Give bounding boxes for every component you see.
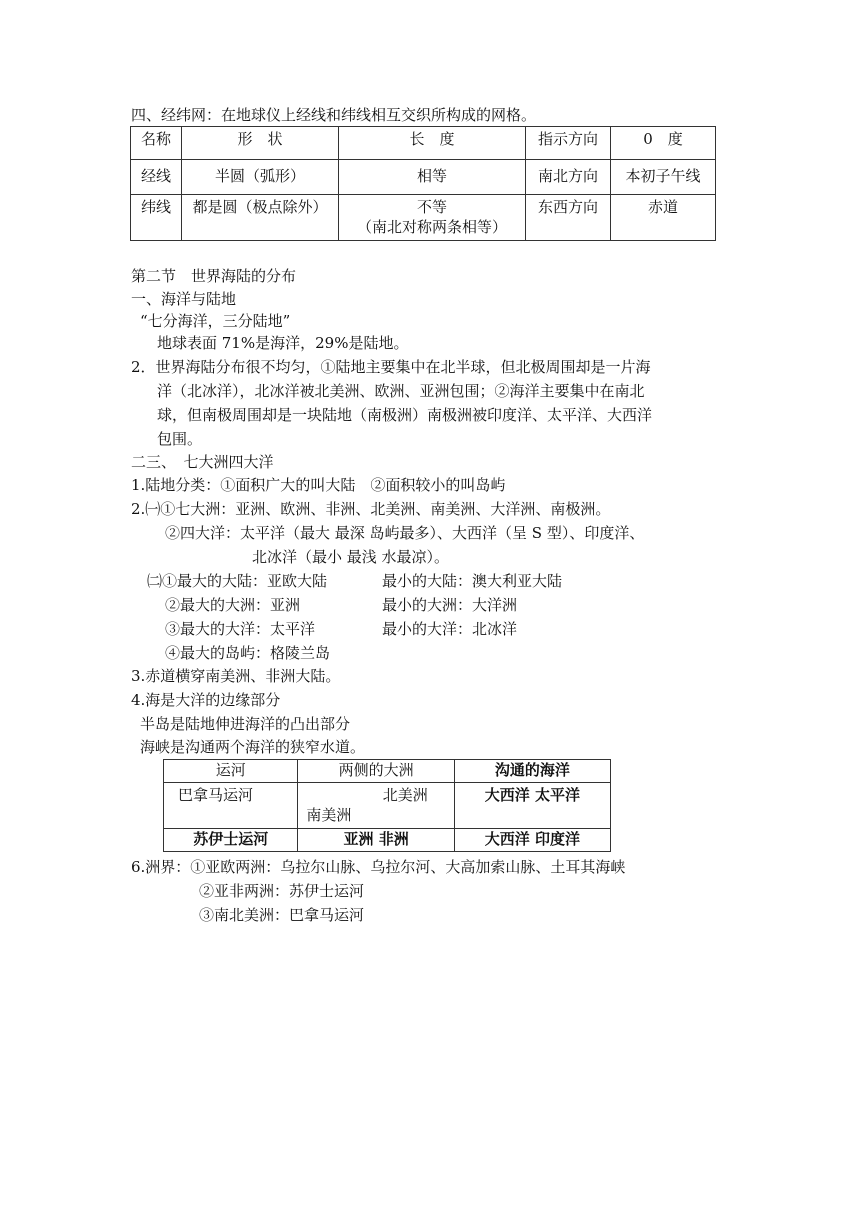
header-cell: 运河 xyxy=(164,760,298,783)
ratio-line: 地球表面 71%是海洋，29%是陆地。 xyxy=(157,334,409,352)
table-cell: 半圆（弧形） xyxy=(182,160,339,195)
table-cell xyxy=(298,783,454,829)
table-cell: 大西洋 太平洋 xyxy=(454,783,610,829)
cell-line: 不等 xyxy=(416,198,447,216)
header-cell: 形 状 xyxy=(182,127,339,160)
header-cell: 沟通的海洋 xyxy=(454,760,610,783)
compare-right: 最小的大洲：大洋洲 xyxy=(382,596,518,614)
compare-right: 最小的大陆：澳大利亚大陆 xyxy=(382,572,563,590)
table-cell: 纬线 xyxy=(131,195,182,241)
section-4-title: 四、经纬网：在地球仪上经线和纬线相互交织所构成的网格。 xyxy=(131,106,537,124)
table-cell: 南北方向 xyxy=(526,160,611,195)
header-cell: 长 度 xyxy=(339,127,526,160)
header-cell: 名称 xyxy=(131,127,182,160)
distribution-line: 球，但南极周围却是一块陆地（南极洲）南极洲被印度洋、太平洋、大西洋 xyxy=(157,406,653,424)
compare-left: ㈡①最大的大陆：亚欧大陆 xyxy=(147,572,328,590)
seven-continents-line: 2.㈠①七大洲：亚洲、欧洲、非洲、北美洲、南美洲、大洋洲、南极洲。 xyxy=(131,500,611,518)
table-cell: 相等 xyxy=(339,160,526,195)
equator-line: 3.赤道横穿南美洲、非洲大陆。 xyxy=(131,667,341,685)
distribution-line: 2．世界海陆分布很不均匀，①陆地主要集中在北半球，但北极周围却是一片海 xyxy=(131,358,651,376)
header-cell: 0 度 xyxy=(611,127,716,160)
cell-line: （南北对称两条相等） xyxy=(356,218,507,236)
table-cell: 巴拿马运河 xyxy=(164,783,298,829)
distribution-line: 包围。 xyxy=(157,430,203,448)
four-oceans-line: ②四大洋：太平洋（最大 最深 岛屿最多）、大西洋（呈 S 型）、印度洋、 xyxy=(165,524,645,542)
table-header-row xyxy=(131,127,716,160)
table-row xyxy=(131,160,716,195)
distribution-line: 洋（北冰洋），北冰洋被北美洲、欧洲、亚洲包围；②海洋主要集中在南北 xyxy=(157,382,645,400)
part-1-title: 一、海洋与陆地 xyxy=(131,290,237,308)
compare-left: ②最大的大洲：亚洲 xyxy=(165,596,301,614)
table-header-row xyxy=(164,760,611,783)
strait-line: 海峡是沟通两个海洋的狭窄水道。 xyxy=(140,738,366,756)
borders-line: ③南北美洲：巴拿马运河 xyxy=(199,906,365,924)
table-cell xyxy=(339,195,526,241)
header-cell: 两侧的大洲 xyxy=(298,760,454,783)
table-cell: 都是圆（极点除外） xyxy=(182,195,339,241)
part-3-title: 二三、 七大洲四大洋 xyxy=(131,453,274,471)
table-cell: 大西洋 印度洋 xyxy=(454,829,610,852)
compare-right: 最小的大洋：北冰洋 xyxy=(382,620,518,638)
table-cell: 赤道 xyxy=(611,195,716,241)
sea-line: 4.海是大洋的边缘部分 xyxy=(131,691,281,709)
table-cell: 东西方向 xyxy=(526,195,611,241)
latitude-longitude-table xyxy=(130,126,716,241)
land-class-line: 1.陆地分类：①面积广大的叫大陆 ②面积较小的叫岛屿 xyxy=(131,476,506,494)
section-2-title: 第二节 世界海陆的分布 xyxy=(131,267,297,285)
quote-line: “七分海洋，三分陆地” xyxy=(140,312,291,330)
table-row xyxy=(164,829,611,852)
cell-line: 南美洲 xyxy=(306,806,352,824)
peninsula-line: 半岛是陆地伸进海洋的凸出部分 xyxy=(140,715,351,733)
compare-left: ③最大的大洋：太平洋 xyxy=(165,620,316,638)
borders-line: 6.洲界：①亚欧两洲：乌拉尔山脉、乌拉尔河、大高加索山脉、土耳其海峡 xyxy=(131,858,626,876)
borders-line: ②亚非两洲：苏伊士运河 xyxy=(199,882,365,900)
table-row xyxy=(131,195,716,241)
table-cell: 本初子午线 xyxy=(611,160,716,195)
table-cell: 经线 xyxy=(131,160,182,195)
cell-line: 北美洲 xyxy=(382,786,428,804)
four-oceans-line: 北冰洋（最小 最浅 水最凉）。 xyxy=(252,548,450,566)
canal-table xyxy=(163,759,611,852)
table-cell: 亚洲 非洲 xyxy=(298,829,454,852)
table-cell: 苏伊士运河 xyxy=(164,829,298,852)
table-row xyxy=(164,783,611,829)
header-cell: 指示方向 xyxy=(526,127,611,160)
largest-island-line: ④最大的岛屿：格陵兰岛 xyxy=(165,644,331,662)
